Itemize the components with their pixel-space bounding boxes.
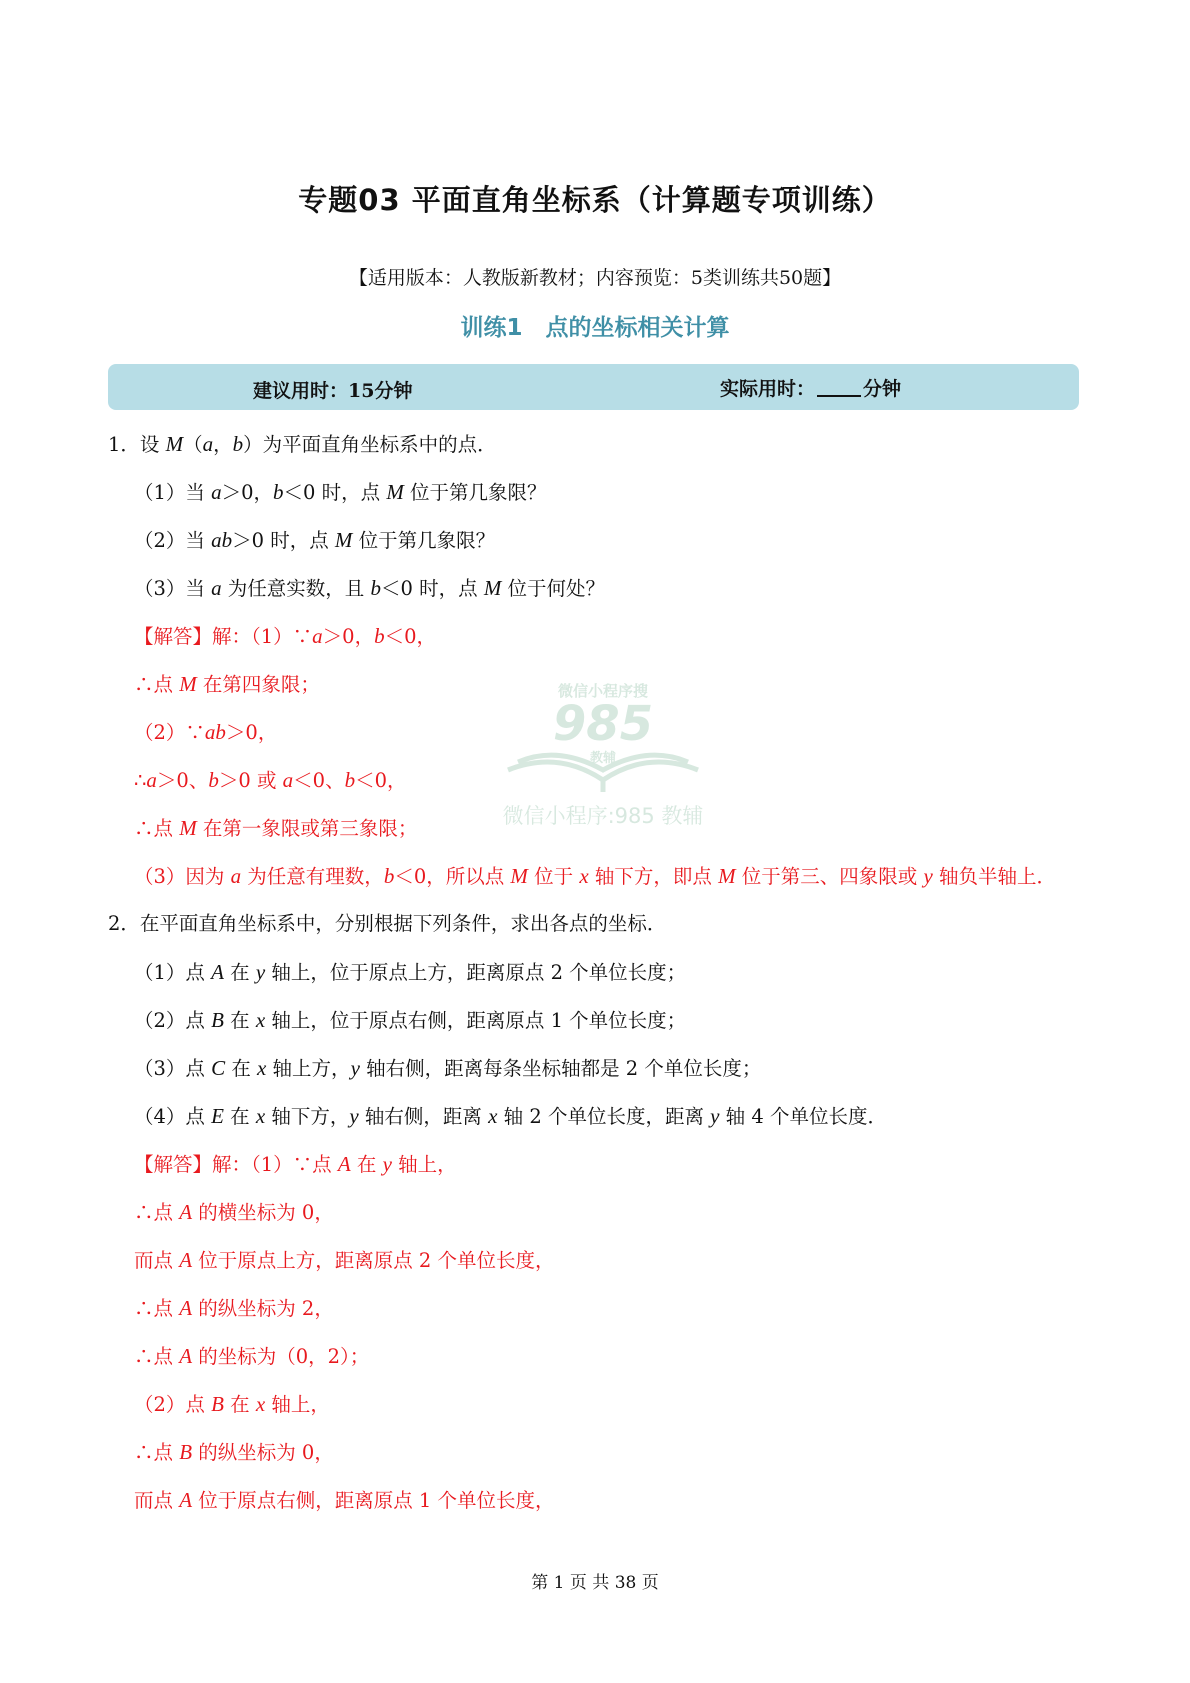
math-variable: M [718,864,736,888]
suggested-time: 建议用时：15分钟 [253,380,413,402]
math-variable: A [337,1152,351,1176]
text-segment: 的坐标为（0，2）； [192,1345,370,1368]
text-segment: 轴 2 个单位长度，距离 [497,1105,711,1128]
text-segment: 轴上，位于原点上方，距离原点 2 个单位长度； [265,961,687,984]
text-segment: ， [213,433,233,456]
text-segment: 位于 [527,865,580,888]
math-variable: x [579,864,589,888]
math-variable: x [255,1104,266,1128]
math-variable: B [179,1440,193,1464]
text-segment: 轴负半轴上． [932,865,1056,888]
text-segment: ＜0， [384,625,437,648]
text-segment: 轴上， [391,1153,457,1176]
math-variable: C [211,1056,226,1080]
text-segment: （2）点 [134,1393,212,1416]
text-segment: ）为平面直角坐标系中的点． [243,433,497,456]
text-segment: 1．设 [108,433,166,456]
answer-line [0,756,1190,804]
text-segment: 位于何处？ [501,577,606,600]
text-segment: 轴上， [265,1393,330,1416]
math-variable: A [179,1248,193,1272]
watermark-number: 985 [552,696,654,752]
watermark-sub: 教辅 [589,751,616,766]
answer-line [0,1332,1190,1380]
actual-time [720,374,901,401]
text-segment: 而点 [134,1249,180,1272]
text-segment: ∴点 [134,1201,180,1224]
text-segment: （4）点 [134,1105,212,1128]
math-variable: b [273,480,284,504]
document-title: 专题03 平面直角坐标系（计算题专项训练） [298,183,892,217]
math-variable: A [211,960,224,984]
text-segment: 位于原点上方，距离原点 2 个单位长度， [192,1249,555,1272]
text-segment: ∴ [134,769,147,792]
math-variable: A [179,1296,193,1320]
math-variable: y [349,1104,359,1128]
math-variable: x [488,1104,498,1128]
math-variable: M [179,816,197,840]
text-segment: ＞0、 [156,769,209,792]
math-variable: a [211,480,222,504]
document-subtitle: 【适用版本：人教版新教材；内容预览：5类训练共50题】 [348,267,842,289]
math-variable: x [257,1056,267,1080]
math-variable: a [312,624,323,648]
math-variable: a [146,768,157,792]
text-segment: 的横坐标为 0， [192,1201,334,1224]
math-variable: M [386,480,404,504]
math-variable: B [211,1392,224,1416]
text-segment: （ [183,433,203,456]
text-segment: 轴 4 个单位长度． [719,1105,887,1128]
watermark-bottom: 微信小程序:985 教辅 [502,804,704,828]
text-segment: 在 [350,1153,383,1176]
answer-line [0,1428,1190,1476]
text-segment: 轴上方， [266,1057,351,1080]
math-variable: b [374,624,385,648]
text-segment: 在 [223,1393,256,1416]
math-variable: x [255,1392,266,1416]
math-variable: b [232,432,244,456]
question-line [0,420,1190,468]
text-segment: 轴右侧，距离每条坐标轴都是 2 个单位长度； [359,1057,762,1080]
text-segment: 在 [225,1057,258,1080]
text-segment: （2）点 [134,1009,212,1032]
text-segment: 在 [223,1105,256,1128]
math-variable: M [510,864,528,888]
text-segment: （2）当 [134,529,212,552]
math-variable: ab [211,528,233,552]
math-variable: A [179,1488,193,1512]
text-segment: 为任意实数，且 [221,577,371,600]
answer-line [0,1236,1190,1284]
math-variable: y [710,1104,720,1128]
question-line [0,516,1190,564]
text-segment: 位于第几象限？ [352,529,496,552]
text-segment: （1）当 [134,481,212,504]
text-segment: 【解答】解：（1）∵ [134,625,313,648]
text-segment: （3）点 [134,1057,212,1080]
math-variable: a [282,768,294,792]
math-variable: x [255,1008,266,1032]
text-segment: 轴右侧，距离 [358,1105,489,1128]
math-variable: M [165,432,184,456]
answer-line [0,1188,1190,1236]
question-line [0,996,1190,1044]
math-variable: E [211,1104,224,1128]
text-segment: 轴上，位于原点右侧，距离原点 1 个单位长度； [265,1009,687,1032]
text-segment: 位于第几象限？ [403,481,547,504]
answer-line [0,708,1190,756]
question-line [0,948,1190,996]
math-variable: ab [204,720,226,744]
math-variable: A [179,1200,193,1224]
text-segment: ＞0 时，点 [232,529,335,552]
text-segment: 2．在平面直角坐标系中，分别根据下列条件，求出各点的坐标． [108,912,667,935]
text-segment: 在 [223,1009,256,1032]
answer-line [0,660,1190,708]
text-segment: 在第一象限或第三象限； [196,817,418,840]
answer-line [0,852,1190,900]
answer-line [0,1284,1190,1332]
text-segment: 【解答】解：（1）∵点 [134,1153,338,1176]
text-segment: ＞0， [221,481,274,504]
math-variable: y [382,1152,392,1176]
math-variable: a [202,432,214,456]
actual-time-label: 实际用时： [720,378,816,400]
text-segment: 为任意有理数， [241,865,384,888]
text-segment: 在第四象限； [196,673,320,696]
question-line [0,564,1190,612]
text-segment: 在 [223,961,256,984]
watermark-top: 微信小程序搜 [557,682,648,700]
text-segment: ＞0， [225,721,278,744]
text-segment: ∴点 [134,1345,180,1368]
time-bar [108,364,1079,410]
question-line [0,468,1190,516]
text-segment: ∴点 [134,673,180,696]
text-segment: ∴点 [134,1441,180,1464]
math-variable: b [370,576,382,600]
text-segment: ＜0 时，点 [283,481,387,504]
math-variable: a [211,576,222,600]
text-segment: ＞0， [322,625,375,648]
answer-line [0,1476,1190,1524]
math-variable: y [350,1056,360,1080]
answer-line [0,804,1190,852]
math-variable: A [179,1344,193,1368]
text-segment: 位于原点右侧，距离原点 1 个单位长度， [192,1489,555,1512]
math-variable: B [211,1008,224,1032]
text-segment: ＜0、 [293,769,345,792]
text-segment: ＞0 或 [218,769,283,792]
math-variable: M [483,576,502,600]
math-variable: y [923,864,933,888]
text-segment: 轴下方， [265,1105,350,1128]
text-segment: ∴点 [134,817,180,840]
document-body [0,420,1190,1524]
text-segment: 轴下方，即点 [588,865,719,888]
math-variable: b [344,768,356,792]
answer-line [0,1380,1190,1428]
actual-time-blank [817,395,861,397]
math-variable: a [230,864,242,888]
math-variable: b [208,768,219,792]
text-segment: （3）当 [134,577,212,600]
text-segment: 的纵坐标为 0， [192,1441,334,1464]
math-variable: b [383,864,395,888]
text-segment: （2）∵ [134,721,205,744]
page-footer: 第 1 页 共 38 页 [531,1573,659,1593]
math-variable: M [179,672,197,696]
question-line [0,1092,1190,1140]
text-segment: ＜0 时，点 [381,577,484,600]
text-segment: ＜0， [355,769,407,792]
math-variable: y [255,960,266,984]
text-segment: 的纵坐标为 2， [192,1297,334,1320]
answer-line [0,1140,1190,1188]
text-segment: ＜0，所以点 [394,865,511,888]
section-heading: 训练1 点的坐标相关计算 [460,315,730,341]
text-segment: ∴点 [134,1297,180,1320]
question-line [0,900,1190,948]
question-line [0,1044,1190,1092]
math-variable: M [334,528,353,552]
text-segment: （1）点 [134,961,212,984]
text-segment: 而点 [134,1489,180,1512]
text-segment: 位于第三、四象限或 [735,865,924,888]
answer-line [0,612,1190,660]
actual-time-unit: 分钟 [863,378,902,400]
text-segment: （3）因为 [134,865,231,888]
